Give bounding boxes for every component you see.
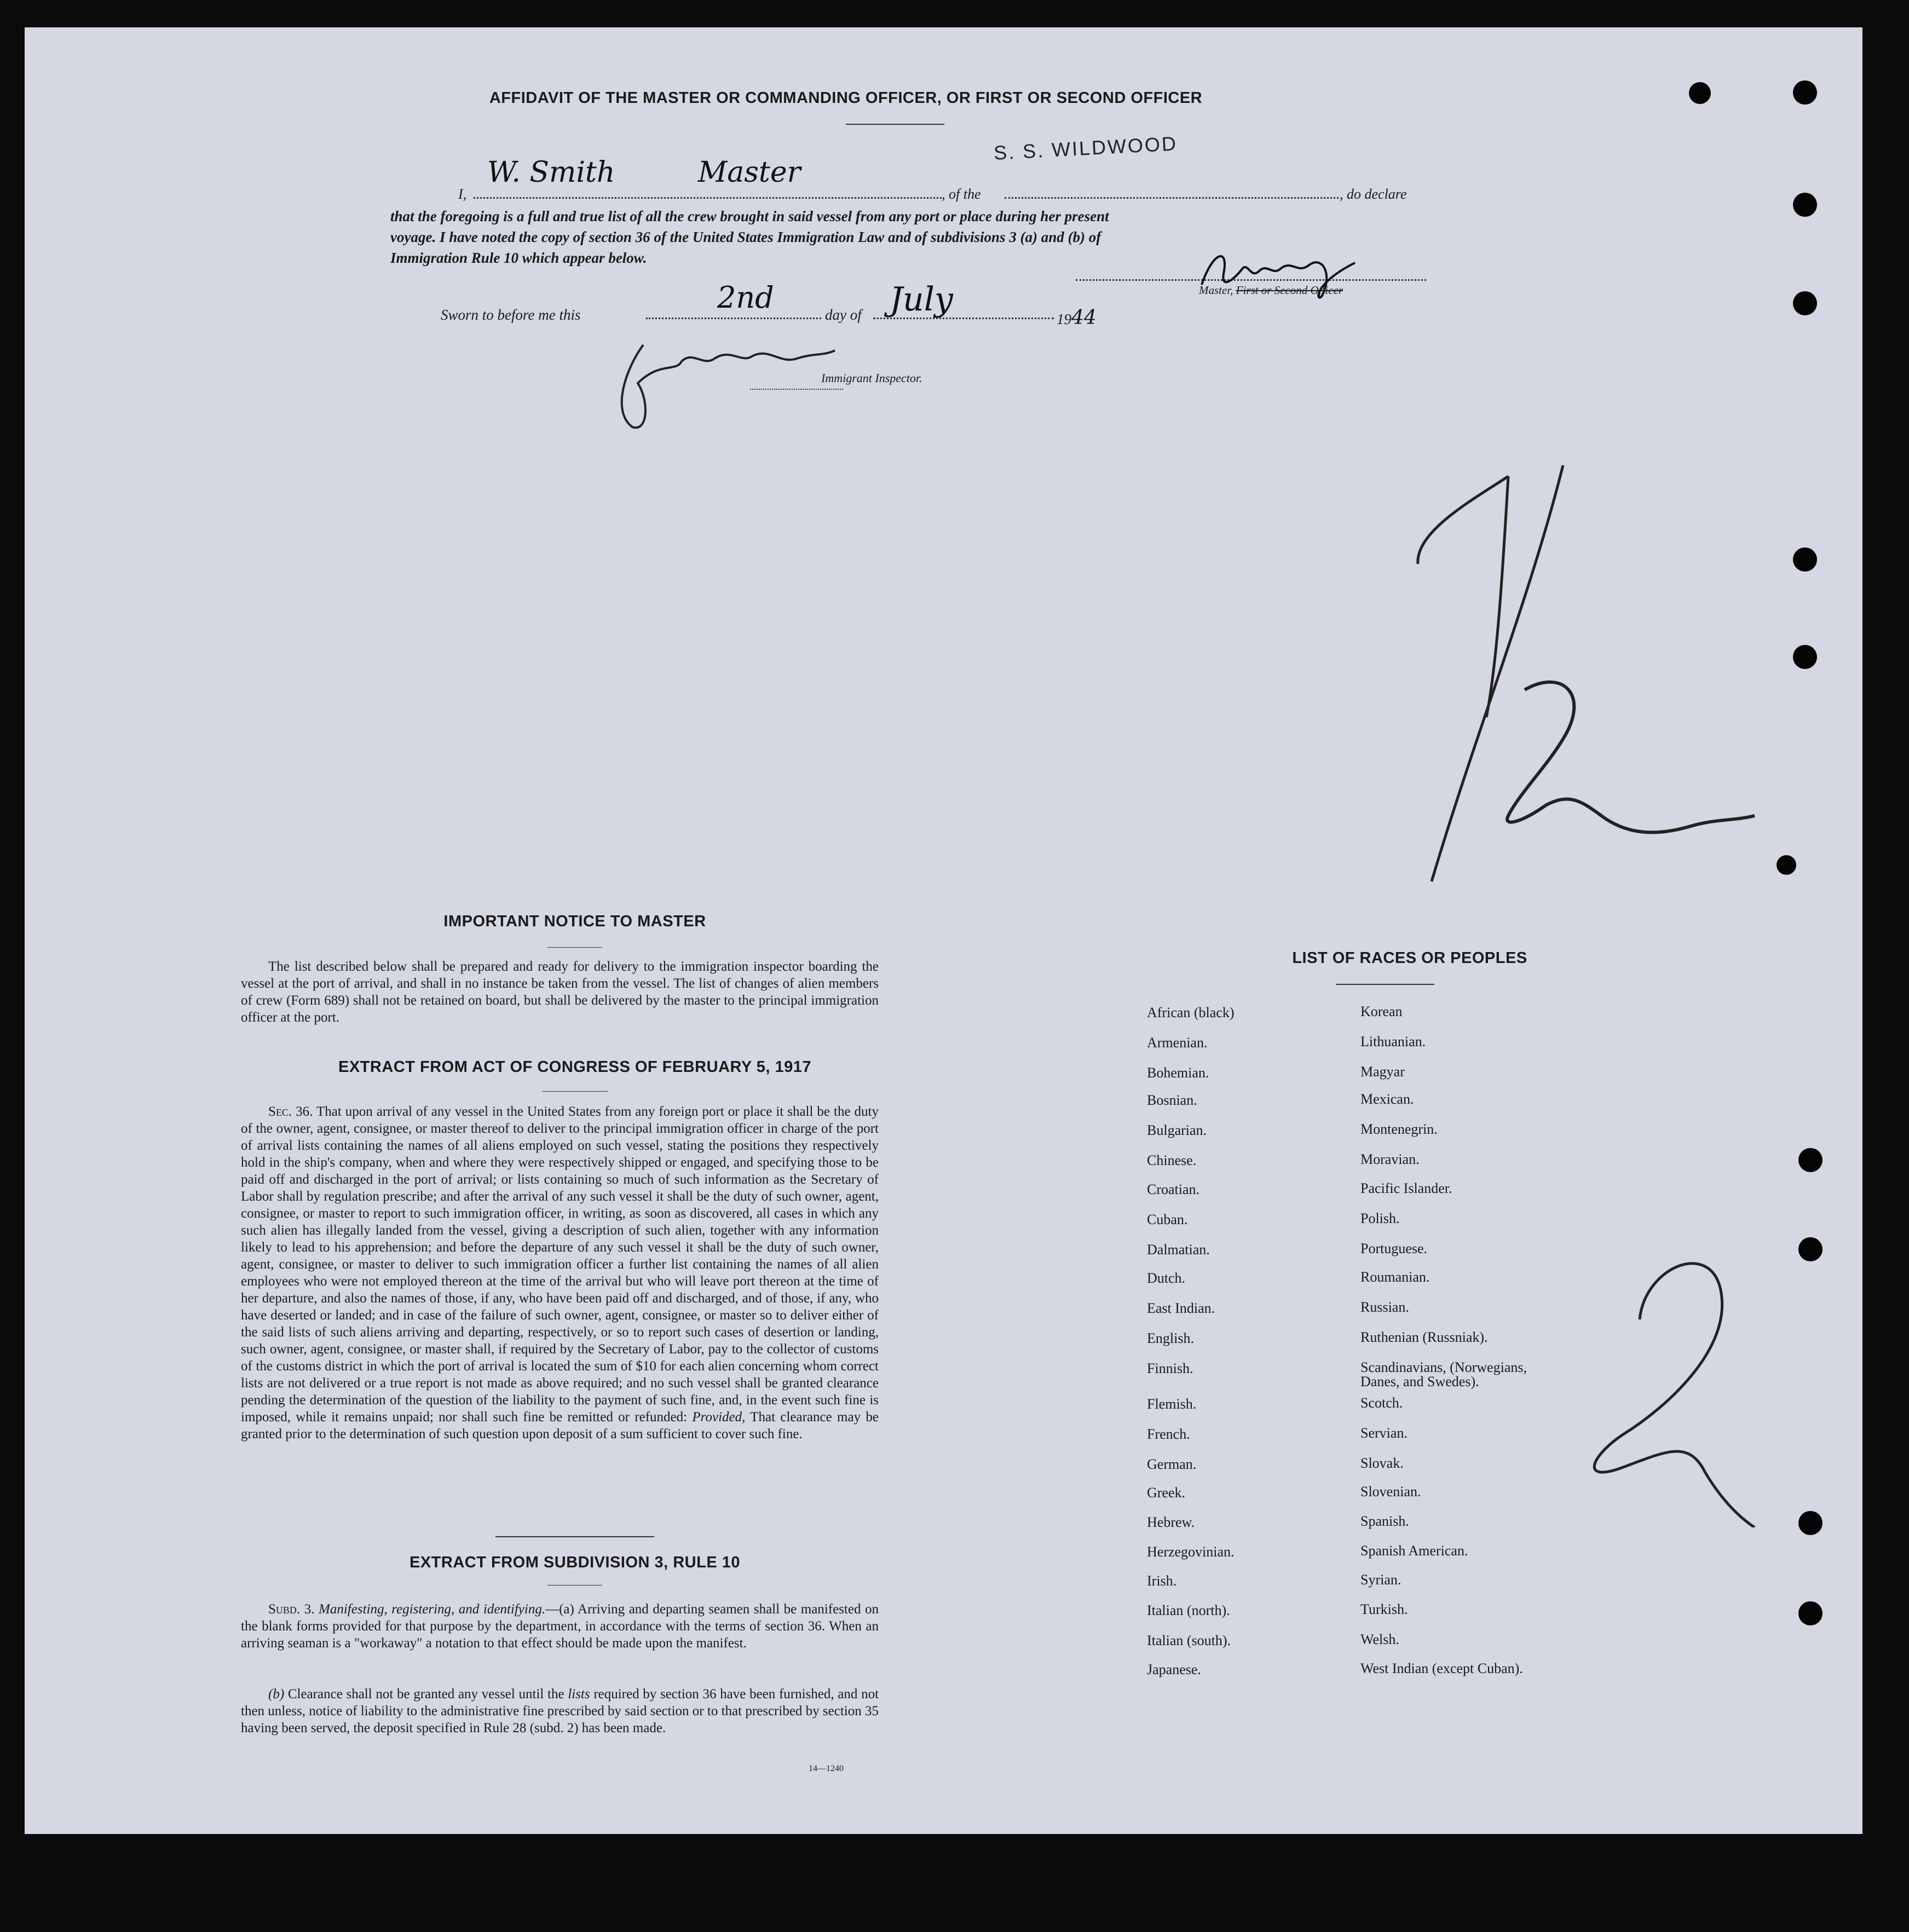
act-rule [542, 1091, 608, 1092]
affidavit-title: AFFIDAVIT OF THE MASTER OR COMMANDING OFFICER, OR FIRST OR SECOND OFFICER [489, 89, 1203, 107]
race-item: West Indian (except Cuban). [1360, 1660, 1523, 1676]
race-item: Italian (north). [1147, 1602, 1230, 1618]
punch-hole [1689, 82, 1711, 104]
para-b-text-1: Clearance shall not be granted any vessel until the [287, 1687, 564, 1702]
sworn-month: July [890, 280, 953, 319]
year-prefix: 19 [1057, 311, 1071, 327]
punch-hole [1793, 291, 1817, 315]
race-item: Syrian. [1360, 1572, 1402, 1588]
struck-officer-label: First or Second Officer [1236, 284, 1343, 297]
race-item: Ruthenian (Russniak). [1360, 1329, 1488, 1345]
subd-title: Manifesting, registering, and identifying. [319, 1602, 546, 1617]
race-item: German. [1147, 1456, 1197, 1472]
para-b-text-2: required by section 36 have been furnished, and not then unless, notice of liability to the administrative fine prescribed by said section or to that prescribed by section 35 having been served, the deposit specified in Rule 28 (subd. 2) has been made. [241, 1687, 879, 1735]
race-item: Bulgarian. [1147, 1122, 1207, 1138]
punch-hole [1793, 645, 1817, 669]
punch-hole [1793, 193, 1817, 217]
vessel-blank [1005, 197, 1339, 199]
notice-rule [547, 947, 602, 948]
punch-hole [1798, 1601, 1823, 1625]
race-item: Pacific Islander. [1360, 1180, 1452, 1196]
race-item: Korean [1360, 1004, 1403, 1019]
punch-hole [1793, 547, 1817, 572]
race-item: Montenegrin. [1360, 1121, 1438, 1137]
race-item: Flemish. [1147, 1396, 1197, 1412]
subd-label: Subd. 3. [268, 1602, 315, 1617]
race-item: Hebrew. [1147, 1514, 1195, 1530]
para-a-text: Arriving and departing seamen shall be manifested on the blank forms provided for that purpose by the department, in accordance with the terms of section 36. When an arriving seaman is a "workaway" a notation to that effect should be made upon the manifest. [241, 1602, 879, 1651]
act-proviso-text: That clearance may be granted prior to the determination of such question upon deposit of a sum sufficient to cover such fine. [241, 1410, 879, 1441]
race-item: Japanese. [1147, 1662, 1201, 1677]
act-proviso-label: Provided, [692, 1410, 746, 1425]
notice-text: The list described below shall be prepared and ready for delivery to the immigration inspector boarding the vessel at the port of arrival, and shall in no instance be taken from the vessel. The list of changes of alien members of crew (Form 689) shall not be retained on board, but shall be delivered by the master to the principal immigration officer at the port. [241, 959, 879, 1025]
race-item: Lithuanian. [1360, 1034, 1426, 1049]
race-item: Cuban. [1147, 1212, 1188, 1227]
race-item: Polish. [1360, 1210, 1400, 1226]
race-item: Portuguese. [1360, 1241, 1428, 1256]
race-item: Roumanian. [1360, 1269, 1430, 1285]
race-item: Mexican. [1360, 1091, 1414, 1107]
rule-para-b [241, 1686, 879, 1737]
race-item: Croatian. [1147, 1181, 1200, 1197]
para-a-label: —(a) [545, 1602, 574, 1617]
rule-heading: EXTRACT FROM SUBDIVISION 3, RULE 10 [409, 1554, 740, 1571]
race-item: Welsh. [1360, 1631, 1399, 1647]
year-suffix: 44 [1071, 307, 1097, 329]
declaration-line-2: that the foregoing is a full and true list of all the crew brought in said vessel from any port or place during her present [390, 208, 1109, 224]
sworn-label: Sworn to before me this [441, 307, 581, 323]
race-item: Spanish American. [1360, 1543, 1468, 1559]
race-item: Irish. [1147, 1573, 1177, 1589]
race-item: Moravian. [1360, 1151, 1420, 1167]
inspector-signature [605, 334, 840, 438]
inspector-caption: Immigrant Inspector. [821, 371, 922, 385]
race-item: Slovak. [1360, 1455, 1404, 1471]
race-item: Spanish. [1360, 1513, 1409, 1529]
act-section-text: That upon arrival of any vessel in the United States from any foreign port or place it shall be the duty of the owner, agent, consignee, or master thereof to deliver to the principal immigration officer in charge of the port of arrival lists containing the names of all aliens employed on such vessel, stating the positions they respectively hold in the ship's company, when and where they were respectively shipped or engaged, and specifying those to be paid off and discharged in the port of arrival; or lists containing so much of such information as the Secretary of Labor shall by regulation prescribe; and after the arrival of any such vessel it shall be the duty of such owner, agent, consignee, or master to report to such immigration officer, in writing, as soon as discovered, all cases in which any such alien has illegally landed from the vessel, giving a description of such alien, together with any information likely to lead to his apprehension; and before the departure of any such vessel it shall be the duty of such owner, agent, consignee, or master to deliver to such immigration officer a further list containing the names of all alien employees who were not employed thereon at the time of the arrival but who will leave port thereon at the time of her departure, and also the names of those, if any, who have been paid off and discharged, and of those, if any, who have deserted or landed; and in case of the failure of such owner, agent, consignee, or master so to deliver either of the said lists of such aliens arriving and departing, respectively, or so to report such cases of desertion or landing, such owner, agent, consignee, or master shall, if required by the Secretary of Labor, pay to the collector of customs of the customs district in which the port of arrival is located the sum of $10 for each alien concerning whom correct lists are not delivered or a true report is not made as above required; and no such vessel shall be granted clearance pending the determination of the question of the liability to the payment of such fine, and, in the event such fine is imposed, while it remains unpaid; nor shall such fine be remitted or refunded: [241, 1104, 879, 1425]
sworn-day-blank [646, 318, 821, 319]
declaration-line-3: voyage. I have noted the copy of section 36 of the United States Immigration Law and of subdivisions 3 (a) and (b) of [390, 229, 1101, 245]
race-item: English. [1147, 1330, 1194, 1346]
punch-hole [1798, 1511, 1823, 1535]
race-item: African (black) [1147, 1005, 1235, 1020]
sworn-year [1057, 307, 1097, 329]
vessel-name: S. S. WILDWOOD [993, 132, 1178, 164]
act-heading: EXTRACT FROM ACT OF CONGRESS OF FEBRUARY 5, 1917 [338, 1058, 812, 1076]
races-heading: LIST OF RACES OR PEOPLES [1292, 949, 1527, 967]
race-item: Chinese. [1147, 1152, 1197, 1168]
race-item: Servian. [1360, 1425, 1408, 1441]
handwritten-two [1558, 1243, 1787, 1527]
race-item: Magyar [1360, 1064, 1405, 1080]
master-caption-label: Master, [1199, 284, 1236, 297]
race-item: Greek. [1147, 1485, 1186, 1501]
punch-hole [1777, 855, 1796, 875]
sworn-day: 2nd [717, 280, 774, 315]
handwritten-fraction [1393, 432, 1777, 892]
title-underline [846, 124, 944, 125]
race-item: East Indian. [1147, 1300, 1215, 1316]
race-item: French. [1147, 1426, 1190, 1442]
race-item: Russian. [1360, 1299, 1409, 1315]
race-item: Scandinavians, (Norwegians, Danes, and Swedes). [1360, 1359, 1527, 1389]
race-item: Bosnian. [1147, 1092, 1197, 1108]
race-item: Dutch. [1147, 1270, 1186, 1286]
master-caption [1199, 284, 1343, 297]
handwritten-role: Master [698, 156, 801, 189]
punch-hole [1798, 1237, 1823, 1261]
race-item: Turkish. [1360, 1601, 1408, 1617]
race-item: Italian (south). [1147, 1633, 1231, 1648]
races-rule [1336, 984, 1434, 985]
punch-hole [1793, 80, 1817, 105]
handwritten-name: W. Smith [487, 156, 615, 189]
race-item: Finnish. [1147, 1360, 1193, 1376]
race-item: Bohemian. [1147, 1065, 1209, 1081]
para-b-lists: lists [568, 1687, 590, 1702]
race-item: Slovenian. [1360, 1484, 1421, 1500]
declaration-line-4: Immigration Rule 10 which appear below. [390, 250, 647, 266]
para-b-label: (b) [268, 1687, 285, 1702]
act-end-rule [495, 1536, 654, 1537]
race-item: Scotch. [1360, 1395, 1403, 1411]
race-item: Armenian. [1147, 1035, 1208, 1051]
act-section-label: Sec. 36. [268, 1104, 313, 1119]
rule-para-a [241, 1601, 879, 1652]
of-the-label: , of the [942, 186, 981, 202]
act-text-block [241, 1103, 879, 1443]
document-page [25, 27, 1862, 1834]
inspector-line [750, 389, 843, 390]
name-blank [474, 197, 942, 199]
notice-heading: IMPORTANT NOTICE TO MASTER [443, 913, 706, 930]
race-item: Dalmatian. [1147, 1242, 1210, 1258]
form-number: 14—1240 [809, 1764, 844, 1773]
race-item: Herzegovinian. [1147, 1544, 1235, 1560]
do-declare-label: , do declare [1340, 186, 1407, 202]
punch-hole [1798, 1148, 1823, 1172]
day-of-label: day of [825, 307, 862, 323]
i-label: I, [458, 186, 467, 202]
